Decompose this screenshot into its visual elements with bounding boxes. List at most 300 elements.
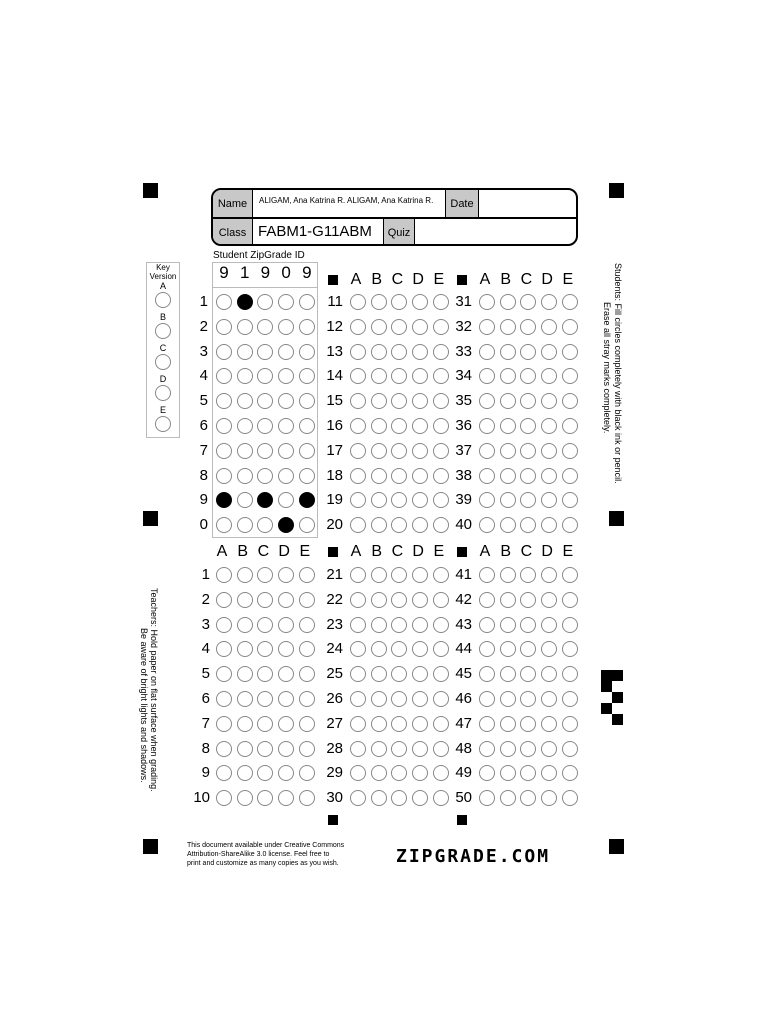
answer-bubble[interactable]	[412, 641, 428, 657]
answer-bubble[interactable]	[216, 691, 232, 707]
answer-bubble[interactable]	[371, 741, 387, 757]
question-number: 13	[326, 342, 343, 360]
answer-bubble[interactable]	[391, 492, 407, 508]
id-bubble[interactable]	[299, 294, 315, 310]
answer-bubble[interactable]	[562, 517, 578, 533]
answer-bubble[interactable]	[562, 567, 578, 583]
key-version-bubble[interactable]	[155, 323, 171, 339]
id-bubble[interactable]	[278, 418, 294, 434]
id-bubble[interactable]	[257, 468, 273, 484]
answer-bubble[interactable]	[412, 319, 428, 335]
answer-bubble[interactable]	[520, 641, 536, 657]
answer-bubble[interactable]	[391, 368, 407, 384]
answer-bubble[interactable]	[350, 567, 366, 583]
answer-bubble[interactable]	[541, 468, 557, 484]
answer-bubble[interactable]	[412, 567, 428, 583]
id-bubble[interactable]	[216, 344, 232, 360]
answer-bubble[interactable]	[520, 716, 536, 732]
answer-bubble[interactable]	[562, 294, 578, 310]
answer-bubble[interactable]	[479, 319, 495, 335]
answer-bubble[interactable]	[299, 790, 315, 806]
answer-bubble[interactable]	[541, 492, 557, 508]
answer-bubble[interactable]	[391, 393, 407, 409]
answer-bubble[interactable]	[520, 443, 536, 459]
answer-bubble[interactable]	[520, 319, 536, 335]
id-bubble[interactable]	[237, 319, 253, 335]
id-bubble[interactable]	[216, 294, 232, 310]
answer-bubble[interactable]	[541, 741, 557, 757]
answer-bubble[interactable]	[433, 691, 449, 707]
answer-bubble[interactable]	[412, 691, 428, 707]
id-bubble[interactable]	[299, 319, 315, 335]
id-bubble[interactable]	[216, 319, 232, 335]
answer-bubble[interactable]	[350, 691, 366, 707]
answer-bubble[interactable]	[520, 691, 536, 707]
id-bubble[interactable]	[237, 294, 253, 310]
answer-bubble[interactable]	[350, 492, 366, 508]
answer-bubble[interactable]	[391, 443, 407, 459]
timing-mark	[457, 815, 467, 825]
answer-bubble[interactable]	[479, 344, 495, 360]
id-bubble[interactable]	[278, 319, 294, 335]
answer-bubble[interactable]	[541, 443, 557, 459]
answer-bubble[interactable]	[433, 492, 449, 508]
answer-bubble[interactable]	[520, 567, 536, 583]
answer-bubble[interactable]	[391, 418, 407, 434]
id-bubble[interactable]	[299, 468, 315, 484]
answer-bubble[interactable]	[433, 418, 449, 434]
id-bubble[interactable]	[299, 418, 315, 434]
answer-bubble[interactable]	[500, 418, 516, 434]
answer-bubble[interactable]	[520, 393, 536, 409]
answer-bubble[interactable]	[216, 592, 232, 608]
answer-bubble[interactable]	[278, 691, 294, 707]
answer-bubble[interactable]	[278, 790, 294, 806]
answer-bubble[interactable]	[257, 691, 273, 707]
answer-bubble[interactable]	[350, 741, 366, 757]
answer-bubble[interactable]	[237, 567, 253, 583]
answer-bubble[interactable]	[541, 716, 557, 732]
answer-bubble[interactable]	[350, 617, 366, 633]
answer-bubble[interactable]	[500, 666, 516, 682]
answer-bubble[interactable]	[479, 790, 495, 806]
answer-bubble[interactable]	[433, 344, 449, 360]
answer-bubble[interactable]	[562, 716, 578, 732]
id-bubble[interactable]	[299, 517, 315, 533]
id-bubble[interactable]	[237, 393, 253, 409]
answer-bubble[interactable]	[371, 393, 387, 409]
answer-bubble[interactable]	[371, 691, 387, 707]
answer-bubble[interactable]	[412, 741, 428, 757]
answer-bubble[interactable]	[433, 443, 449, 459]
answer-bubble[interactable]	[500, 443, 516, 459]
answer-bubble[interactable]	[562, 741, 578, 757]
answer-bubble[interactable]	[371, 666, 387, 682]
answer-bubble[interactable]	[541, 393, 557, 409]
answer-bubble[interactable]	[371, 294, 387, 310]
answer-bubble[interactable]	[500, 393, 516, 409]
key-version-bubble[interactable]	[155, 416, 171, 432]
answer-bubble[interactable]	[500, 691, 516, 707]
answer-bubble[interactable]	[541, 368, 557, 384]
id-bubble[interactable]	[299, 344, 315, 360]
answer-bubble[interactable]	[412, 716, 428, 732]
answer-bubble[interactable]	[237, 641, 253, 657]
id-bubble[interactable]	[237, 468, 253, 484]
answer-bubble[interactable]	[412, 765, 428, 781]
question-number: 3	[201, 615, 210, 633]
answer-bubble[interactable]	[216, 765, 232, 781]
answer-bubble[interactable]	[541, 517, 557, 533]
answer-bubble[interactable]	[520, 765, 536, 781]
answer-bubble[interactable]	[257, 716, 273, 732]
answer-bubble[interactable]	[479, 716, 495, 732]
answer-bubble[interactable]	[371, 517, 387, 533]
answer-bubble[interactable]	[541, 294, 557, 310]
answer-bubble[interactable]	[371, 567, 387, 583]
question-number: 43	[455, 615, 472, 633]
answer-bubble[interactable]	[412, 294, 428, 310]
answer-bubble[interactable]	[391, 641, 407, 657]
answer-bubble[interactable]	[433, 641, 449, 657]
answer-bubble[interactable]	[216, 641, 232, 657]
key-version-bubble[interactable]	[155, 385, 171, 401]
answer-bubble[interactable]	[237, 790, 253, 806]
answer-bubble[interactable]	[500, 368, 516, 384]
id-bubble[interactable]	[237, 443, 253, 459]
id-bubble[interactable]	[299, 393, 315, 409]
answer-bubble[interactable]	[350, 765, 366, 781]
header-letter: E	[433, 543, 445, 560]
answer-bubble[interactable]	[412, 790, 428, 806]
answer-bubble[interactable]	[237, 617, 253, 633]
answer-bubble[interactable]	[412, 344, 428, 360]
answer-bubble[interactable]	[299, 641, 315, 657]
answer-bubble[interactable]	[371, 344, 387, 360]
answer-bubble[interactable]	[391, 765, 407, 781]
answer-bubble[interactable]	[520, 517, 536, 533]
answer-bubble[interactable]	[520, 368, 536, 384]
answer-bubble[interactable]	[350, 319, 366, 335]
answer-bubble[interactable]	[479, 666, 495, 682]
answer-bubble[interactable]	[562, 319, 578, 335]
answer-bubble[interactable]	[216, 567, 232, 583]
answer-bubble[interactable]	[216, 790, 232, 806]
id-bubble[interactable]	[257, 344, 273, 360]
id-bubble[interactable]	[278, 443, 294, 459]
answer-bubble[interactable]	[237, 716, 253, 732]
answer-bubble[interactable]	[479, 368, 495, 384]
answer-bubble[interactable]	[257, 790, 273, 806]
answer-bubble[interactable]	[412, 666, 428, 682]
answer-bubble[interactable]	[520, 741, 536, 757]
answer-bubble[interactable]	[541, 691, 557, 707]
id-bubble[interactable]	[299, 443, 315, 459]
answer-bubble[interactable]	[479, 294, 495, 310]
answer-bubble[interactable]	[562, 691, 578, 707]
answer-bubble[interactable]	[541, 344, 557, 360]
answer-bubble[interactable]	[391, 344, 407, 360]
answer-bubble[interactable]	[433, 617, 449, 633]
answer-bubble[interactable]	[299, 567, 315, 583]
answer-bubble[interactable]	[257, 617, 273, 633]
key-version-bubble[interactable]	[155, 354, 171, 370]
answer-bubble[interactable]	[433, 741, 449, 757]
id-bubble[interactable]	[216, 418, 232, 434]
answer-bubble[interactable]	[412, 517, 428, 533]
answer-bubble[interactable]	[278, 567, 294, 583]
answer-bubble[interactable]	[350, 294, 366, 310]
answer-bubble[interactable]	[350, 468, 366, 484]
answer-bubble[interactable]	[391, 567, 407, 583]
answer-bubble[interactable]	[562, 418, 578, 434]
answer-bubble[interactable]	[371, 790, 387, 806]
answer-bubble[interactable]	[562, 368, 578, 384]
question-number: 27	[326, 714, 343, 732]
answer-bubble[interactable]	[541, 567, 557, 583]
answer-bubble[interactable]	[371, 368, 387, 384]
answer-bubble[interactable]	[257, 592, 273, 608]
answer-bubble[interactable]	[391, 716, 407, 732]
answer-bubble[interactable]	[278, 716, 294, 732]
answer-bubble[interactable]	[500, 517, 516, 533]
answer-bubble[interactable]	[562, 393, 578, 409]
answer-bubble[interactable]	[278, 641, 294, 657]
answer-bubble[interactable]	[479, 393, 495, 409]
answer-bubble[interactable]	[216, 716, 232, 732]
answer-bubble[interactable]	[257, 765, 273, 781]
header-timing-mark	[457, 275, 467, 285]
answer-bubble[interactable]	[433, 319, 449, 335]
answer-bubble[interactable]	[500, 765, 516, 781]
answer-bubble[interactable]	[500, 617, 516, 633]
answer-bubble[interactable]	[500, 319, 516, 335]
answer-bubble[interactable]	[479, 517, 495, 533]
answer-bubble[interactable]	[412, 393, 428, 409]
answer-bubble[interactable]	[371, 468, 387, 484]
answer-bubble[interactable]	[391, 517, 407, 533]
answer-bubble[interactable]	[433, 592, 449, 608]
answer-bubble[interactable]	[500, 641, 516, 657]
answer-bubble[interactable]	[520, 617, 536, 633]
answer-bubble[interactable]	[500, 294, 516, 310]
id-bubble[interactable]	[237, 517, 253, 533]
id-bubble[interactable]	[237, 418, 253, 434]
answer-bubble[interactable]	[562, 617, 578, 633]
answer-bubble[interactable]	[500, 492, 516, 508]
answer-bubble[interactable]	[350, 790, 366, 806]
answer-bubble[interactable]	[237, 765, 253, 781]
answer-bubble[interactable]	[257, 641, 273, 657]
answer-bubble[interactable]	[562, 641, 578, 657]
id-bubble[interactable]	[278, 294, 294, 310]
answer-bubble[interactable]	[479, 691, 495, 707]
answer-bubble[interactable]	[541, 418, 557, 434]
answer-bubble[interactable]	[520, 344, 536, 360]
answer-bubble[interactable]	[562, 666, 578, 682]
answer-bubble[interactable]	[350, 393, 366, 409]
answer-bubble[interactable]	[371, 418, 387, 434]
answer-bubble[interactable]	[299, 765, 315, 781]
answer-bubble[interactable]	[350, 418, 366, 434]
answer-bubble[interactable]	[479, 741, 495, 757]
answer-bubble[interactable]	[520, 592, 536, 608]
answer-bubble[interactable]	[541, 617, 557, 633]
answer-bubble[interactable]	[541, 592, 557, 608]
question-number: 8	[201, 739, 210, 757]
answer-bubble[interactable]	[479, 617, 495, 633]
answer-bubble[interactable]	[412, 443, 428, 459]
answer-bubble[interactable]	[412, 617, 428, 633]
answer-bubble[interactable]	[257, 567, 273, 583]
answer-bubble[interactable]	[541, 641, 557, 657]
answer-bubble[interactable]	[562, 790, 578, 806]
answer-bubble[interactable]	[433, 666, 449, 682]
id-bubble[interactable]	[237, 492, 253, 508]
answer-bubble[interactable]	[520, 418, 536, 434]
answer-bubble[interactable]	[433, 393, 449, 409]
answer-bubble[interactable]	[299, 691, 315, 707]
answer-bubble[interactable]	[371, 765, 387, 781]
answer-bubble[interactable]	[562, 765, 578, 781]
answer-bubble[interactable]	[257, 741, 273, 757]
answer-bubble[interactable]	[278, 741, 294, 757]
id-row-label: 7	[199, 441, 208, 459]
answer-bubble[interactable]	[433, 716, 449, 732]
answer-bubble[interactable]	[371, 716, 387, 732]
answer-bubble[interactable]	[412, 418, 428, 434]
answer-bubble[interactable]	[433, 790, 449, 806]
answer-bubble[interactable]	[500, 468, 516, 484]
answer-bubble[interactable]	[216, 617, 232, 633]
answer-bubble[interactable]	[433, 765, 449, 781]
answer-bubble[interactable]	[500, 344, 516, 360]
question-number: 10	[193, 789, 210, 807]
answer-bubble[interactable]	[350, 592, 366, 608]
id-bubble[interactable]	[278, 468, 294, 484]
answer-bubble[interactable]	[479, 468, 495, 484]
answer-bubble[interactable]	[479, 443, 495, 459]
answer-bubble[interactable]	[500, 741, 516, 757]
answer-bubble[interactable]	[216, 666, 232, 682]
answer-bubble[interactable]	[433, 517, 449, 533]
answer-bubble[interactable]	[371, 592, 387, 608]
answer-bubble[interactable]	[391, 468, 407, 484]
answer-bubble[interactable]	[500, 790, 516, 806]
answer-bubble[interactable]	[562, 344, 578, 360]
answer-bubble[interactable]	[237, 592, 253, 608]
answer-bubble[interactable]	[278, 617, 294, 633]
answer-bubble[interactable]	[391, 790, 407, 806]
answer-bubble[interactable]	[562, 592, 578, 608]
answer-bubble[interactable]	[541, 790, 557, 806]
answer-bubble[interactable]	[500, 567, 516, 583]
answer-bubble[interactable]	[299, 741, 315, 757]
id-bubble[interactable]	[237, 368, 253, 384]
answer-bubble[interactable]	[391, 666, 407, 682]
answer-bubble[interactable]	[541, 319, 557, 335]
answer-bubble[interactable]	[350, 344, 366, 360]
answer-bubble[interactable]	[371, 492, 387, 508]
answer-bubble[interactable]	[500, 592, 516, 608]
answer-bubble[interactable]	[520, 468, 536, 484]
answer-bubble[interactable]	[299, 592, 315, 608]
answer-bubble[interactable]	[479, 592, 495, 608]
answer-bubble[interactable]	[278, 666, 294, 682]
answer-bubble[interactable]	[237, 666, 253, 682]
id-bubble[interactable]	[216, 468, 232, 484]
registration-mark-mid-right	[609, 511, 624, 526]
answer-bubble[interactable]	[391, 294, 407, 310]
answer-bubble[interactable]	[562, 443, 578, 459]
answer-bubble[interactable]	[479, 492, 495, 508]
answer-bubble[interactable]	[257, 666, 273, 682]
answer-bubble[interactable]	[541, 666, 557, 682]
answer-bubble[interactable]	[278, 592, 294, 608]
answer-bubble[interactable]	[541, 765, 557, 781]
answer-bubble[interactable]	[520, 666, 536, 682]
answer-bubble[interactable]	[391, 741, 407, 757]
answer-bubble[interactable]	[371, 443, 387, 459]
answer-bubble[interactable]	[479, 641, 495, 657]
answer-bubble[interactable]	[520, 294, 536, 310]
answer-bubble[interactable]	[299, 716, 315, 732]
answer-bubble[interactable]	[350, 517, 366, 533]
answer-bubble[interactable]	[350, 641, 366, 657]
id-bubble[interactable]	[237, 344, 253, 360]
answer-bubble[interactable]	[391, 319, 407, 335]
answer-bubble[interactable]	[520, 492, 536, 508]
id-bubble[interactable]	[216, 443, 232, 459]
answer-bubble[interactable]	[479, 765, 495, 781]
answer-bubble[interactable]	[500, 716, 516, 732]
answer-bubble[interactable]	[520, 790, 536, 806]
answer-bubble[interactable]	[237, 691, 253, 707]
answer-bubble[interactable]	[412, 492, 428, 508]
answer-bubble[interactable]	[412, 592, 428, 608]
answer-bubble[interactable]	[562, 468, 578, 484]
answer-bubble[interactable]	[412, 368, 428, 384]
id-bubble[interactable]	[278, 344, 294, 360]
header-box	[211, 188, 578, 246]
answer-bubble[interactable]	[391, 691, 407, 707]
key-version-bubble[interactable]	[155, 292, 171, 308]
answer-bubble[interactable]	[479, 567, 495, 583]
answer-bubble[interactable]	[371, 641, 387, 657]
answer-bubble[interactable]	[371, 617, 387, 633]
answer-bubble[interactable]	[216, 741, 232, 757]
answer-bubble[interactable]	[391, 592, 407, 608]
answer-bubble[interactable]	[433, 294, 449, 310]
answer-bubble[interactable]	[350, 666, 366, 682]
answer-bubble[interactable]	[299, 617, 315, 633]
answer-bubble[interactable]	[371, 319, 387, 335]
answer-bubble[interactable]	[350, 443, 366, 459]
answer-bubble[interactable]	[350, 368, 366, 384]
answer-bubble[interactable]	[433, 567, 449, 583]
answer-bubble[interactable]	[479, 418, 495, 434]
answer-bubble[interactable]	[350, 716, 366, 732]
answer-bubble[interactable]	[412, 468, 428, 484]
answer-bubble[interactable]	[433, 468, 449, 484]
answer-bubble[interactable]	[278, 765, 294, 781]
answer-bubble[interactable]	[562, 492, 578, 508]
answer-bubble[interactable]	[299, 666, 315, 682]
header-letter: C	[391, 271, 404, 288]
answer-bubble[interactable]	[433, 368, 449, 384]
answer-bubble[interactable]	[237, 741, 253, 757]
answer-bubble[interactable]	[391, 617, 407, 633]
